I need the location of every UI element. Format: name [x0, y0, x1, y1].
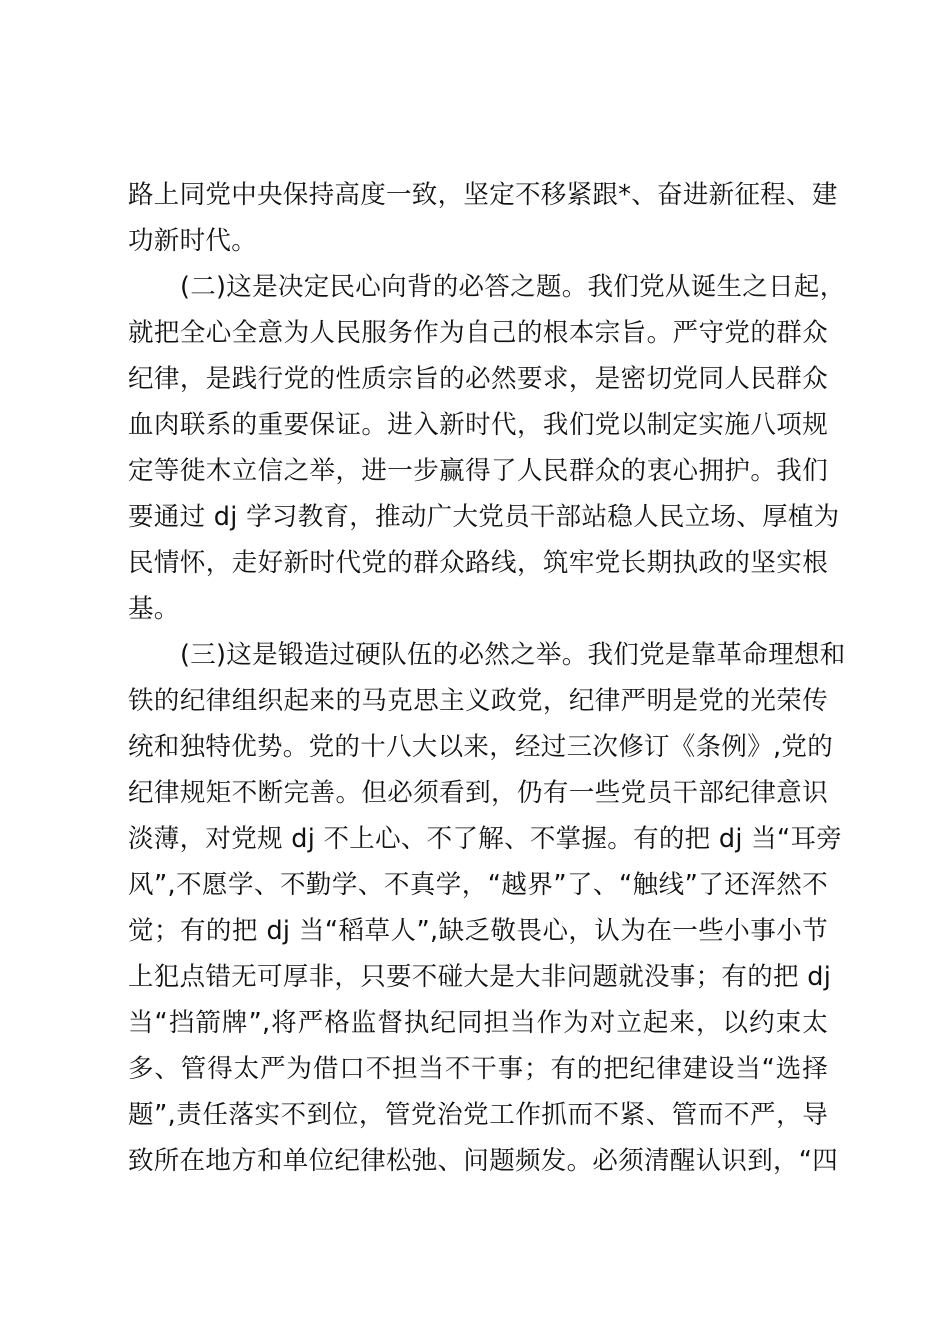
text-line: 多、管得太严为借口不担当不干事；有的把纪律建设当“选择 [128, 1054, 828, 1084]
text-line: 当“挡箭牌”,将严格监督执纪同担当作为对立起来，以约束太 [128, 1008, 828, 1038]
text-line: 定等徙木立信之举，进一步赢得了人民群众的衷心拥护。我们 [128, 456, 828, 486]
text-line: 就把全心全意为人民服务作为自己的根本宗旨。严守党的群众 [128, 318, 828, 348]
text-line: 觉；有的把 dj 当“稻草人”,缺乏敬畏心，认为在一些小事小节 [128, 916, 828, 946]
text-line: 纪律，是践行党的性质宗旨的必然要求，是密切党同人民群众 [128, 364, 828, 394]
paragraph-first-line: (三)这是锻造过硬队伍的必然之举。我们党是靠革命理想和 [180, 640, 846, 670]
document-body [128, 172, 846, 1184]
text-line: 题”,责任落实不到位，管党治党工作抓而不紧、管而不严，导 [128, 1100, 828, 1130]
text-line: 致所在地方和单位纪律松弛、问题频发。必须清醒认识到，“四 [128, 1146, 839, 1176]
text-line: 路上同党中央保持高度一致，坚定不移紧跟*、奋进新征程、建 [128, 180, 838, 210]
text-line: 血肉联系的重要保证。进入新时代，我们党以制定实施八项规 [128, 410, 828, 440]
text-line: 统和独特优势。党的十八大以来，经过三次修订《条例》,党的 [128, 732, 834, 762]
text-line: 淡薄，对党规 dj 不上心、不了解、不掌握。有的把 dj 当“耳旁 [128, 824, 843, 854]
text-line: 铁的纪律组织起来的马克思主义政党，纪律严明是党的光荣传 [128, 686, 828, 716]
text-line: 要通过 dj 学习教育，推动广大党员干部站稳人民立场、厚植为 [128, 502, 840, 532]
text-line: 风”,不愿学、不勤学、不真学，“越界”了、“触线”了还浑然不 [128, 870, 828, 900]
paragraph-first-line: (二)这是决定民心向背的必答之题。我们党从诞生之日起， [180, 272, 846, 302]
text-line: 上犯点错无可厚非，只要不碰大是大非问题就没事；有的把 dj [128, 962, 832, 992]
text-line: 基。 [128, 594, 180, 624]
text-line: 纪律规矩不断完善。但必须看到，仍有一些党员干部纪律意识 [128, 778, 828, 808]
text-line: 民情怀，走好新时代党的群众路线，筑牢党长期执政的坚实根 [128, 548, 828, 578]
text-line: 功新时代。 [128, 226, 258, 256]
